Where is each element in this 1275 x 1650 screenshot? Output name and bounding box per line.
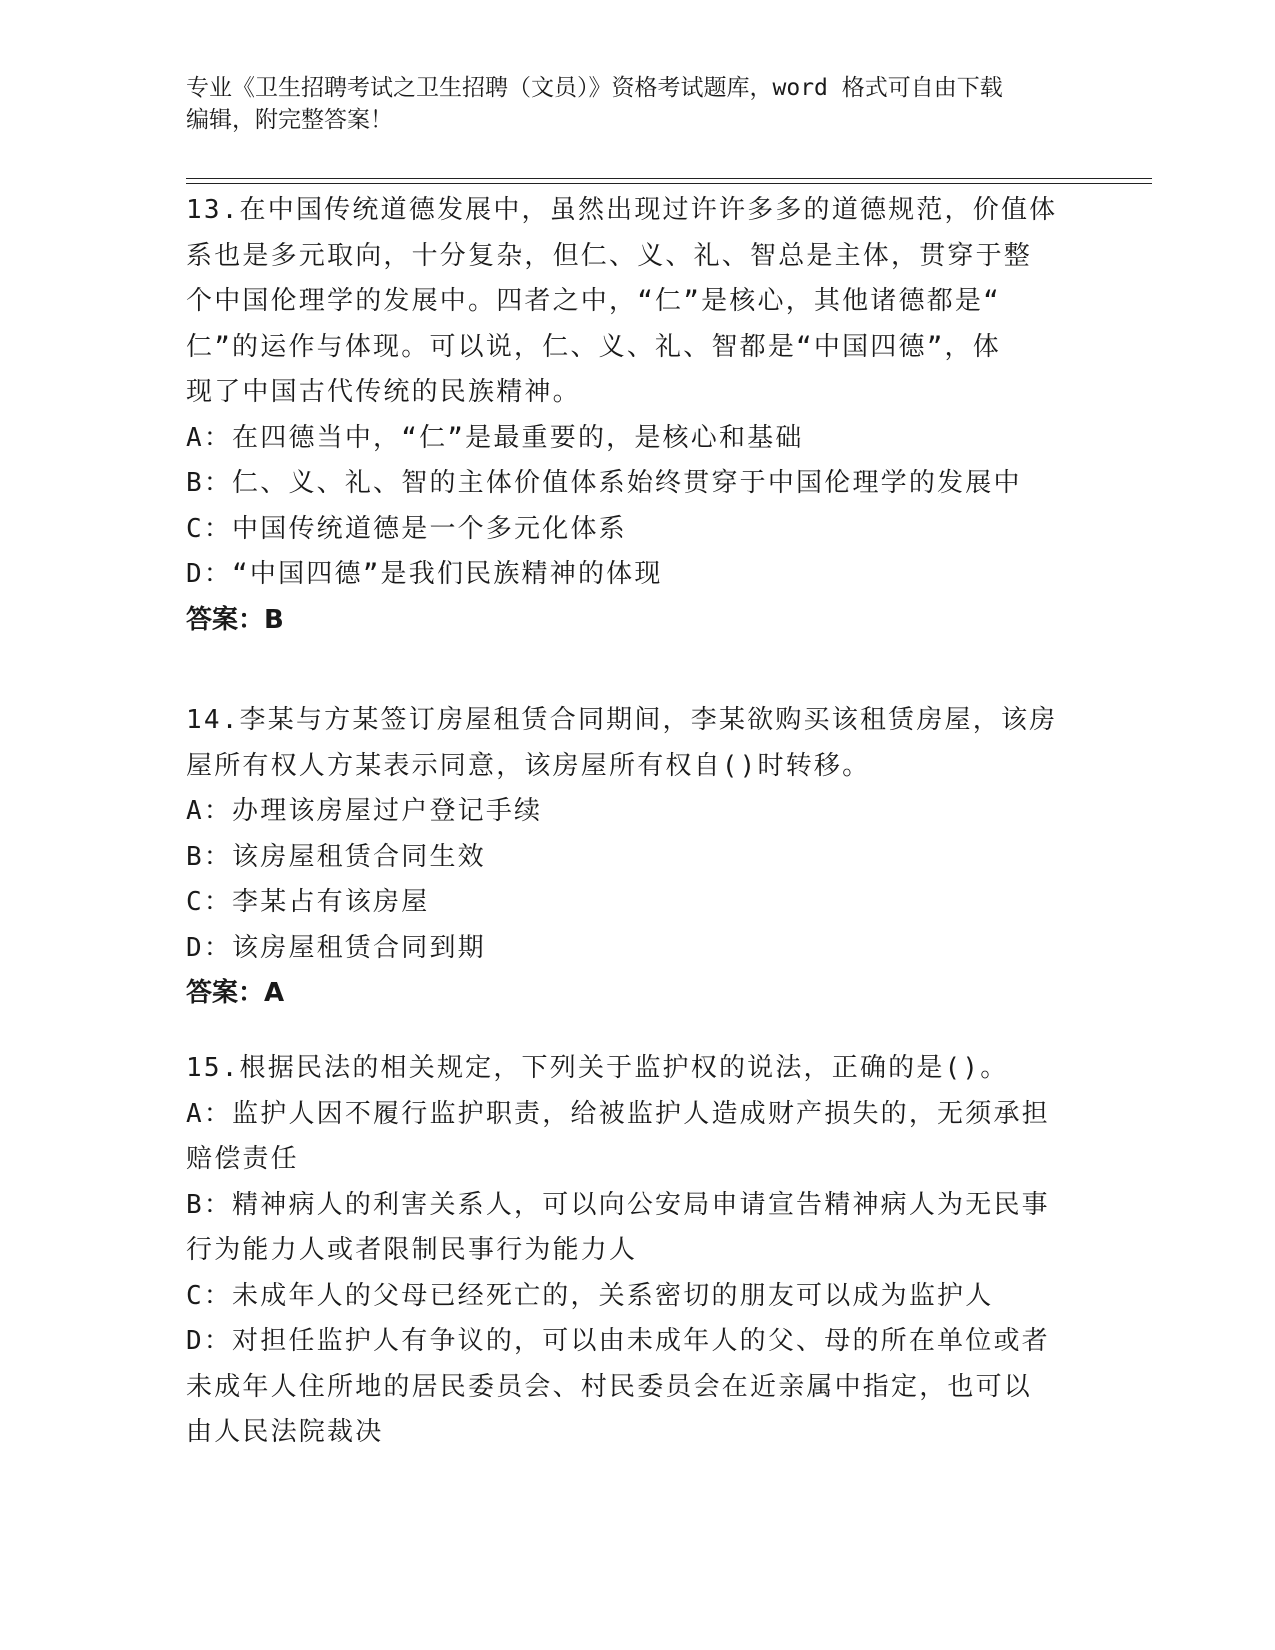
option-a: A：在四德当中，“仁”是最重要的，是核心和基础: [186, 422, 804, 453]
question-stem-line: 15.根据民法的相关规定，下列关于监护权的说法，正确的是()。: [186, 1053, 1009, 1083]
option-b: B：该房屋租赁合同生效: [186, 841, 486, 872]
header-line: 编辑，附完整答案！: [186, 107, 393, 133]
header-divider-double: [186, 183, 1152, 184]
option-d-continued: 未成年人住所地的居民委员会、村民委员会在近亲属中指定，也可以: [186, 1371, 1033, 1402]
question-stem-line: 现了中国古代传统的民族精神。: [186, 377, 581, 407]
option-a: A：办理该房屋过户登记手续: [186, 796, 543, 826]
question-stem-line: 仁”的运作与体现。可以说，仁、义、礼、智都是“中国四德”，体: [186, 331, 1001, 362]
question-stem-line: 屋所有权人方某表示同意，该房屋所有权自()时转移。: [186, 750, 871, 781]
option-b: B：精神病人的利害关系人，可以向公安局申请宣告精神病人为无民事: [186, 1189, 1050, 1220]
option-d-continued: 由人民法院裁决: [186, 1417, 384, 1447]
question-stem-line: 13.在中国传统道德发展中，虽然出现过许许多多的道德规范，价值体: [186, 195, 1058, 225]
option-c: C：未成年人的父母已经死亡的，关系密切的朋友可以成为监护人: [186, 1280, 994, 1311]
option-d: D：对担任监护人有争议的，可以由未成年人的父、母的所在单位或者: [186, 1326, 1050, 1356]
question-15: [186, 1046, 1086, 1456]
option-b-continued: 行为能力人或者限制民事行为能力人: [186, 1235, 638, 1265]
option-c: C：中国传统道德是一个多元化体系: [186, 513, 627, 544]
question-stem-line: 14.李某与方某签订房屋租赁合同期间，李某欲购买该租赁房屋，该房: [186, 705, 1058, 735]
option-a: A：监护人因不履行监护职责，给被监护人造成财产损失的，无须承担: [186, 1098, 1050, 1129]
header-divider: [186, 178, 1152, 179]
option-d: D：该房屋租赁合同到期: [186, 932, 486, 963]
question-stem-line: 系也是多元取向，十分复杂，但仁、义、礼、智总是主体，贯穿于整: [186, 240, 1033, 271]
answer-label: 答案：A: [186, 978, 285, 1008]
answer-label: 答案：B: [186, 604, 284, 635]
option-d: D：“中国四德”是我们民族精神的体现: [186, 559, 663, 589]
question-14: [186, 698, 1086, 1017]
option-c: C：李某占有该房屋: [186, 887, 430, 917]
question-13: [186, 188, 1086, 643]
header-line: 专业《卫生招聘考试之卫生招聘（文员）》资格考试题库，word 格式可自由下载: [186, 75, 1003, 101]
question-stem-line: 个中国伦理学的发展中。四者之中，“仁”是核心，其他诸德都是“: [186, 286, 1001, 316]
option-a-continued: 赔偿责任: [186, 1144, 299, 1174]
document-header: [186, 72, 1066, 136]
option-b: B：仁、义、礼、智的主体价值体系始终贯穿于中国伦理学的发展中: [186, 468, 1022, 498]
